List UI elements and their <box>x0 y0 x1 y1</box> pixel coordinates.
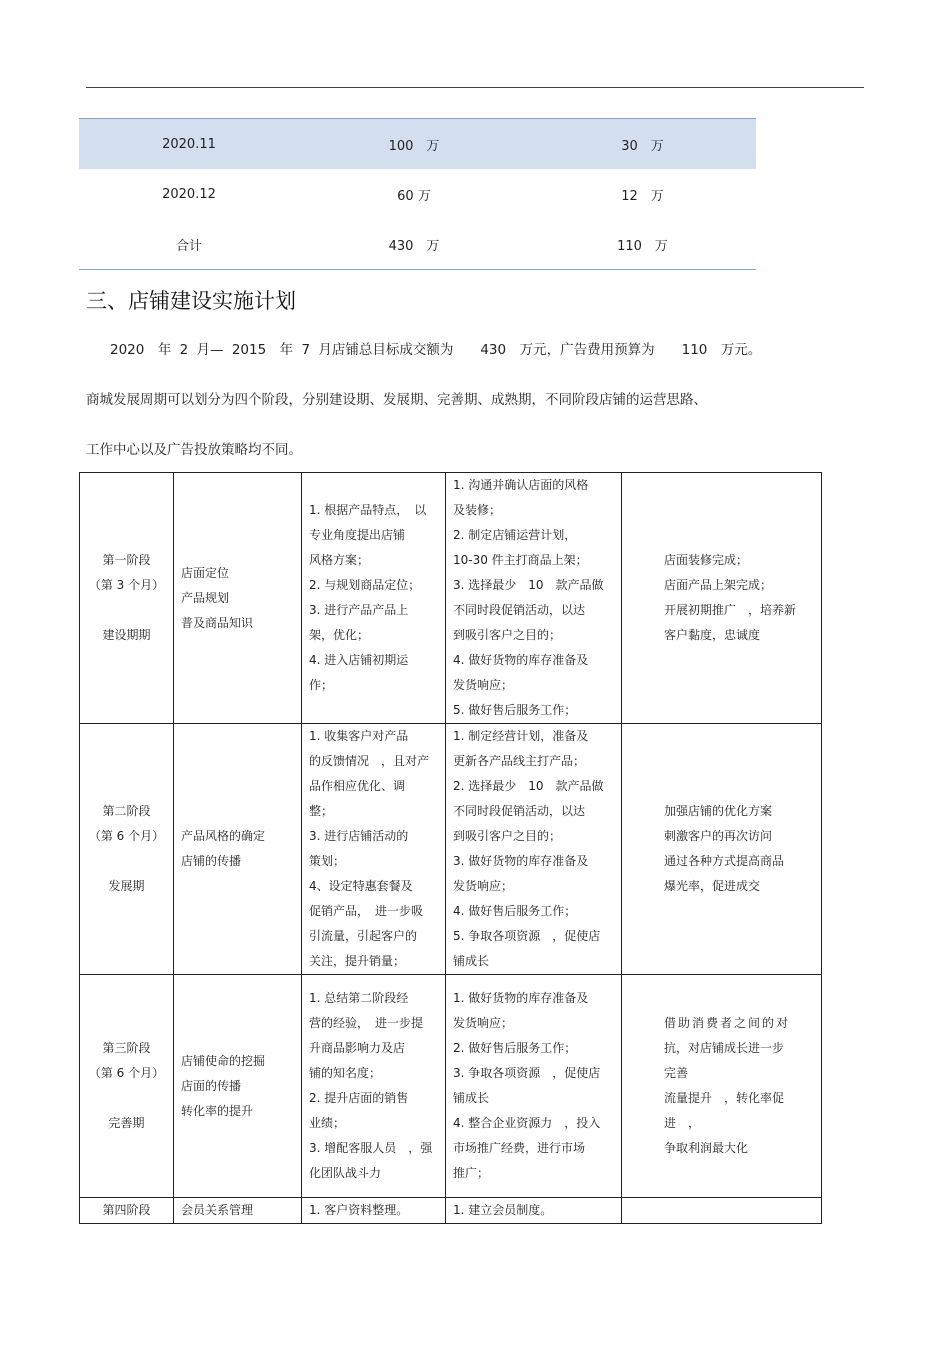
stage-cell <box>80 473 174 724</box>
goal-line: 加强店铺的优化方案 <box>664 804 773 818</box>
stages-paragraph-line1: 商城发展周期可以划分为四个阶段，分别建设期、发展期、完善期、成熟期，不同阶段店铺的运营思路、 <box>86 392 707 408</box>
goals-cell <box>622 473 822 724</box>
plan-line: 1. 收集客户对产品 <box>309 729 409 743</box>
total-label-cell: 合计 <box>79 219 299 270</box>
goal-line: 店面产品上架完成； <box>664 578 773 592</box>
task-line: 3. 争取各项资源 ，促使店 <box>453 1066 601 1080</box>
plan-line: 架，优化； <box>309 628 370 642</box>
task-line: 2. 选择最少 10 款产品做 <box>453 779 604 793</box>
task-line: 10-30 件主打商品上架； <box>453 553 588 567</box>
focus-cell <box>174 975 302 1198</box>
task-line: 2. 做好售后服务工作； <box>453 1041 577 1055</box>
plan-line: 升商品影响力及店 <box>309 1041 406 1055</box>
stage-name: 第一阶段 <box>102 553 151 567</box>
plan-cell: 1. 客户资料整理。 <box>302 1198 446 1224</box>
task-line: 发货响应； <box>453 678 514 692</box>
sales-cell: 60 万 <box>397 188 431 204</box>
plan-cell <box>302 724 446 975</box>
stages-paragraph-line2: 工作中心以及广告投放策略均不同。 <box>86 442 302 458</box>
goal-line: 流量提升 ，转化率促进 ， <box>664 1091 785 1130</box>
task-line: 到吸引客户之目的； <box>453 829 562 843</box>
task-line: 不同时段促销活动，以达 <box>453 804 586 818</box>
task-line: 4. 做好售后服务工作； <box>453 904 577 918</box>
stage-phase: 发展期 <box>108 879 145 893</box>
goal-line: 客户黏度，忠诚度 <box>664 628 761 642</box>
plan-cell <box>302 473 446 724</box>
goal-line: 开展初期推广 ，培养新 <box>664 603 797 617</box>
focus-line: 店面定位 <box>181 565 230 580</box>
ads-cell: 30 万 <box>529 119 756 170</box>
table-row <box>79 119 756 170</box>
stage-name: 第二阶段 <box>102 804 151 818</box>
task-line: 到吸引客户之目的； <box>453 628 562 642</box>
goal-line: 店面装修完成； <box>664 553 749 567</box>
task-line: 更新各产品线主打产品； <box>453 754 586 768</box>
plan-line: 营的经验， 进一步提 <box>309 1016 424 1030</box>
stage-cell <box>80 975 174 1198</box>
goal-line: 争取利润最大化 <box>664 1141 749 1155</box>
plan-line: 整； <box>309 804 334 818</box>
focus-line: 转化率的提升 <box>181 1103 254 1118</box>
task-line: 3. 做好货物的库存准备及 <box>453 854 589 868</box>
plan-line: 的反馈情况 ，且对产 <box>309 754 430 768</box>
focus-line: 店铺使命的挖掘 <box>181 1053 266 1068</box>
stage-phase: 建设期期 <box>102 628 151 642</box>
stage-cell <box>80 724 174 975</box>
focus-line: 店铺的传播 <box>181 854 242 868</box>
goal-line: 刺激客户的再次访问 <box>664 829 773 843</box>
stage-name: 第四阶段 <box>80 1198 174 1224</box>
focus-cell: 会员关系管理 <box>174 1198 302 1224</box>
goals-cell <box>622 724 822 975</box>
task-line: 及装修； <box>453 503 502 517</box>
sales-cell: 100 万 <box>299 119 529 170</box>
month-cell: 2020.11 <box>79 119 299 170</box>
table-row-stage4 <box>80 1198 822 1224</box>
stage-period: （第 6 个月） <box>88 829 165 843</box>
plan-line: 化团队战斗力 <box>309 1166 382 1180</box>
focus-line: 店面的传播 <box>181 1078 242 1093</box>
tasks-cell <box>446 975 622 1198</box>
plan-line: 风格方案； <box>309 553 370 567</box>
plan-line: 铺的知名度； <box>309 1066 382 1080</box>
tasks-cell <box>446 473 622 724</box>
plan-line: 2. 与规划商品定位； <box>309 578 421 592</box>
task-line: 4. 做好货物的库存准备及 <box>453 653 589 667</box>
plan-line: 4. 进入店铺初期运 <box>309 653 409 667</box>
task-line: 推广； <box>453 1166 490 1180</box>
plan-cell <box>302 975 446 1198</box>
goal-line: 抗，对店铺成长进一步 <box>664 1041 785 1055</box>
goals-cell <box>622 1198 822 1224</box>
tasks-cell: 1. 建立会员制度。 <box>446 1198 622 1224</box>
focus-line: 普及商品知识 <box>181 615 254 630</box>
focus-line: 产品风格的确定 <box>181 829 266 843</box>
task-line: 铺成长 <box>453 954 490 968</box>
plan-line: 策划； <box>309 854 346 868</box>
budget-paragraph: 2020 年 2 月— 2015 年 7 月店铺总目标成交额为 430 万元，广告费用预算为 110 万元。 <box>110 342 762 358</box>
stage-period: （第 3 个月） <box>88 578 165 592</box>
task-line: 发货响应； <box>453 879 514 893</box>
plan-line: 1. 根据产品特点， 以 <box>309 503 427 517</box>
plan-line: 品作相应优化、调 <box>309 779 406 793</box>
task-line: 3. 选择最少 10 款产品做 <box>453 578 604 592</box>
plan-line: 3. 进行产品产品上 <box>309 603 409 617</box>
plan-line: 专业角度提出店铺 <box>309 528 406 542</box>
stage-plan-table <box>79 472 822 1224</box>
plan-line: 促销产品， 进一步吸 <box>309 904 424 918</box>
task-line: 5. 做好售后服务工作； <box>453 703 577 717</box>
focus-line: 产品规划 <box>181 590 230 605</box>
task-line: 5. 争取各项资源 ，促使店 <box>453 929 601 943</box>
task-line: 发货响应； <box>453 1016 514 1030</box>
plan-line: 关注，提升销量； <box>309 954 406 968</box>
month-cell: 2020.12 <box>162 186 216 202</box>
plan-line: 作； <box>309 678 334 692</box>
task-line: 1. 做好货物的库存准备及 <box>453 991 589 1005</box>
table-row-stage1 <box>80 473 822 724</box>
plan-line: 引流量，引起客户的 <box>309 929 418 943</box>
task-line: 1. 制定经营计划，准备及 <box>453 729 589 743</box>
stage-period: （第 6 个月） <box>88 1066 165 1080</box>
focus-cell <box>174 473 302 724</box>
plan-line: 4、设定特惠套餐及 <box>309 879 413 893</box>
table-row-total <box>79 219 756 270</box>
plan-line: 2. 提升店面的销售 <box>309 1091 409 1105</box>
goals-cell <box>622 975 822 1198</box>
table-row-stage3 <box>80 975 822 1198</box>
task-line: 市场推广经费，进行市场 <box>453 1141 586 1155</box>
budget-summary-table <box>79 118 756 270</box>
task-line: 1. 沟通并确认店面的风格 <box>453 478 589 492</box>
goal-line: 借助消费者之间的对 <box>664 1016 791 1030</box>
task-line: 2. 制定店铺运营计划， <box>453 528 577 542</box>
stage-name: 第三阶段 <box>102 1041 151 1055</box>
goal-line: 通过各种方式提高商品 <box>664 854 785 868</box>
table-row-stage2 <box>80 724 822 975</box>
ads-cell: 12 万 <box>621 188 664 204</box>
stage-phase: 完善期 <box>108 1116 145 1130</box>
ads-total-cell: 110 万 <box>529 219 756 270</box>
task-line: 4. 整合企业资源力 ，投入 <box>453 1116 601 1130</box>
header-rule <box>86 87 864 88</box>
sales-total-cell: 430 万 <box>299 219 529 270</box>
plan-line: 业绩； <box>309 1116 346 1130</box>
goal-line: 爆光率，促进成交 <box>664 879 761 893</box>
focus-cell <box>174 724 302 975</box>
table-row <box>79 169 756 219</box>
goal-line: 完善 <box>664 1066 689 1080</box>
section-title: 三、店铺建设实施计划 <box>86 289 296 313</box>
plan-line: 3. 进行店铺活动的 <box>309 829 409 843</box>
task-line: 铺成长 <box>453 1091 490 1105</box>
plan-line: 1. 总结第二阶段经 <box>309 991 409 1005</box>
task-line: 不同时段促销活动，以达 <box>453 603 586 617</box>
plan-line: 3. 增配客服人员 ，强 <box>309 1141 433 1155</box>
tasks-cell <box>446 724 622 975</box>
